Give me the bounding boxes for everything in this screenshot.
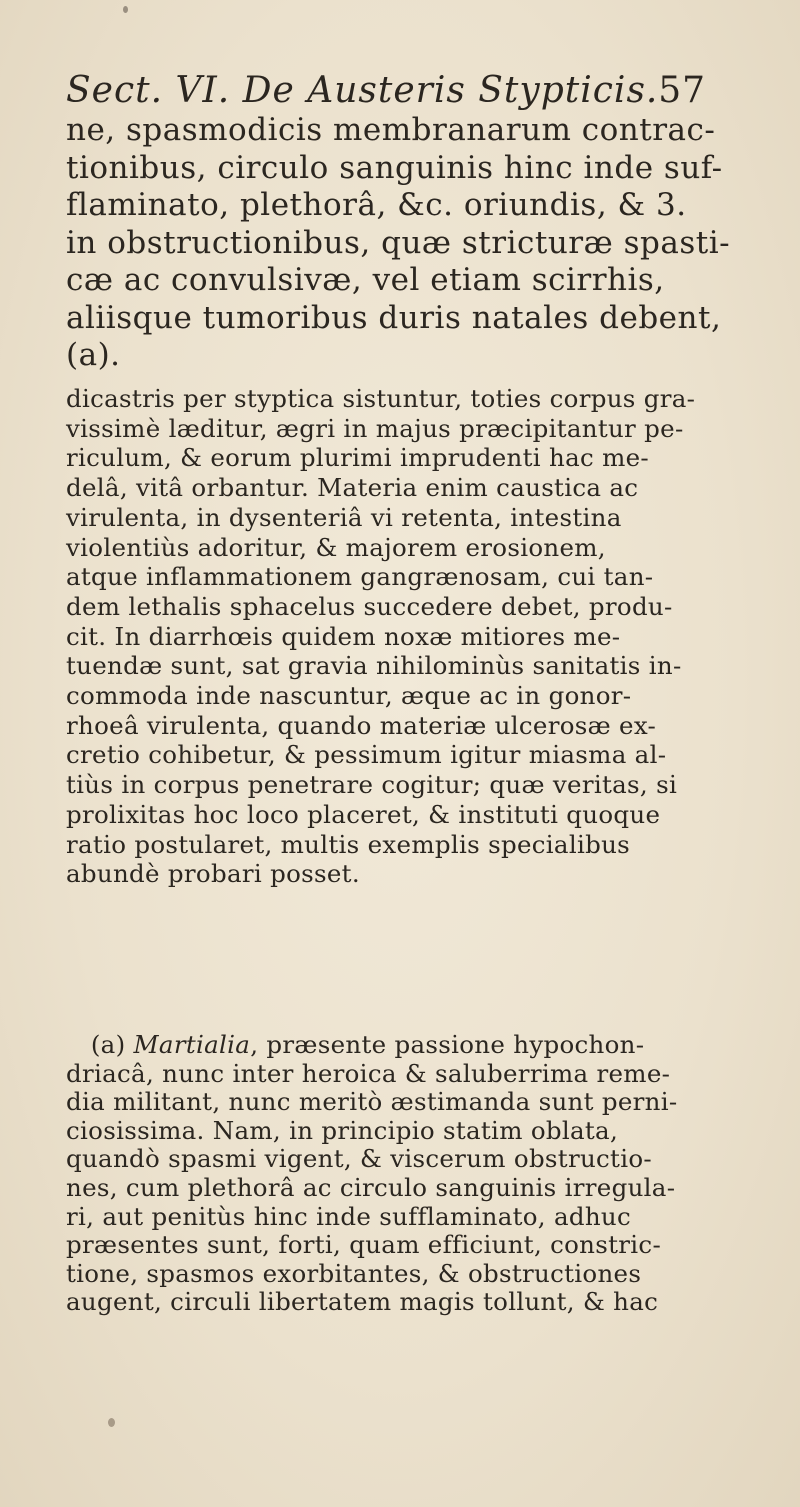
footnote-line: virulenta, in dysenteriâ vi retenta, intestina: [66, 502, 622, 532]
footnote-line: abundè probari posset.: [66, 859, 360, 889]
footnote-a-marker: (a): [90, 1030, 126, 1059]
footnote-line: cretio cohibetur, & pessimum igitur miasma al-: [66, 740, 667, 770]
footnote-line: tione, spasmos exorbitantes, & obstructiones: [66, 1258, 642, 1288]
footnote-reference: (a).: [66, 337, 121, 373]
footnote-line: tuendæ sunt, sat gravia nihilominùs sanitatis in-: [66, 651, 682, 681]
footnote-line: commoda inde nascuntur, æque ac in gonor-: [66, 681, 632, 711]
footnote-continuation: [66, 384, 786, 889]
footnote-line: ratio postularet, multis exemplis specialibus: [66, 829, 631, 859]
footnote-line: dem lethalis sphacelus succedere debet, produ-: [66, 591, 673, 621]
footnote-line: præsentes sunt, forti, quam efficiunt, constric-: [66, 1230, 662, 1260]
footnote-line: nes, cum plethorâ ac circulo sanguinis irregula-: [66, 1172, 676, 1202]
text-line: flaminato, plethorâ, &c. oriundis, & 3.: [66, 187, 687, 223]
footnote-line: atque inflammationem gangrænosam, cui tan-: [66, 562, 654, 592]
footnote-line: riculum, & eorum plurimi imprudenti hac me-: [66, 443, 650, 473]
footnote-line: tiùs in corpus penetrare cogitur; quæ veritas, si: [66, 770, 678, 800]
footnote-line: violentiùs adoritur, & majorem erosionem,: [66, 532, 606, 562]
footnote-line: dicastris per styptica sistuntur, toties corpus gra-: [66, 384, 696, 413]
footnote-a-keyword: Martialia: [133, 1030, 251, 1059]
footnote-a-first-line: [66, 1031, 786, 1060]
running-title: Sect. VI. De Austeris Stypticis.: [66, 70, 659, 111]
footnote-line: dia militant, nunc meritò æstimanda sunt perni-: [66, 1087, 678, 1117]
text-line: aliisque tumoribus duris natales debent,: [66, 299, 722, 336]
page-number: 57: [658, 70, 706, 111]
footnote-line: driacâ, nunc inter heroica & saluberrima reme-: [66, 1058, 671, 1088]
text-line: tionibus, circulo sanguinis hinc inde suf-: [66, 149, 723, 186]
footnote-line: augent, circuli libertatem magis tollunt, & hac: [66, 1287, 659, 1317]
footnote-line: rhoeâ virulenta, quando materiæ ulcerosæ ex-: [66, 710, 657, 740]
text-line: cæ ac convulsivæ, vel etiam scirrhis,: [66, 262, 665, 298]
footnote-line: cit. In diarrhœis quidem noxæ mitiores me-: [66, 621, 621, 651]
main-text-block: [66, 112, 746, 375]
footnote-line: quandò spasmi vigent, & viscerum obstructio-: [66, 1144, 652, 1174]
footnote-line: ri, aut penitùs hinc inde sufflaminato, adhuc: [66, 1201, 632, 1231]
paper-speck: [123, 6, 128, 13]
text-line: ne, spasmodicis membranarum contrac-: [66, 112, 716, 148]
footnote-a-first-rest: , præsente passione hypochon-: [250, 1030, 645, 1059]
footnote-line: prolixitas hoc loco placeret, & instituti quoque: [66, 799, 661, 829]
footnote-line: delâ, vitâ orbantur. Materia enim caustica ac: [66, 473, 639, 503]
paper-speck: [108, 1418, 115, 1427]
text-line: in obstructionibus, quæ stricturæ spasti-: [66, 224, 731, 261]
footnote-a: [66, 1031, 786, 1317]
footnote-line: vissimè læditur, ægri in majus præcipitantur pe-: [66, 413, 684, 443]
footnote-line: ciosissima. Nam, in principio statim oblata,: [66, 1115, 619, 1145]
